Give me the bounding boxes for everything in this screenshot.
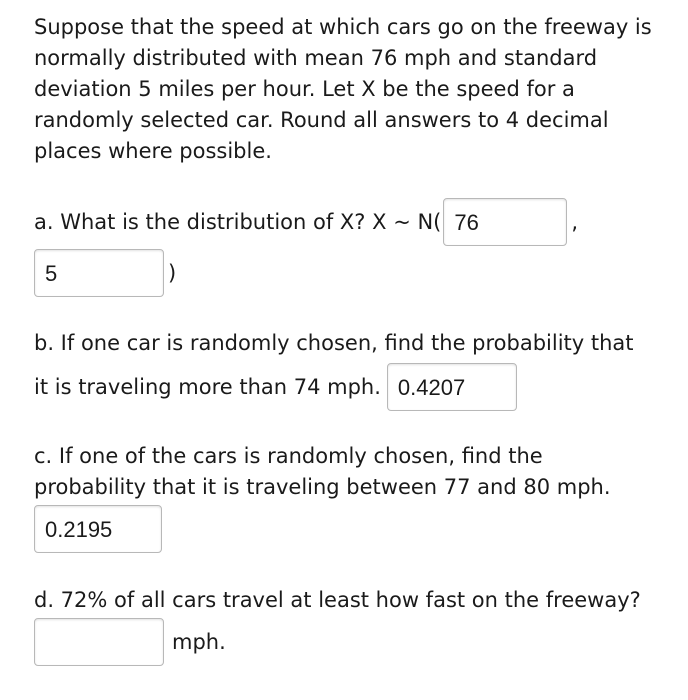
part-b-row [34, 362, 654, 412]
part-a-row-2 [34, 248, 654, 298]
part-d-unit: mph. [172, 629, 226, 654]
part-a-row [34, 204, 654, 240]
part-b-question-line1: b. If one car is randomly chosen, find the probability that [34, 331, 634, 355]
mean-answer-field[interactable]: 76 [443, 198, 567, 246]
part-c-question: c. If one of the cars is randomly chosen, find the probability that it is traveling between 77 and 80 mph. [34, 444, 611, 499]
sd-answer-field[interactable]: 5 [34, 249, 164, 297]
part-b-answer-field[interactable]: 0.4207 [387, 363, 517, 411]
part-d-question: d. 72% of all cars travel at least how fast on the freeway? [34, 588, 641, 612]
problem-intro: Suppose that the speed at which cars go on the freeway is normally distributed with mean 76 mph and standard deviation 5 miles per hour. Let X be the speed for a randomly selected car. Round all answers to 4 decimal places where possible. [34, 15, 652, 163]
part-c-answer-field[interactable]: 0.2195 [34, 505, 162, 553]
part-b-question-line2: it is traveling more than 74 mph. [34, 374, 381, 399]
part-c-row [34, 504, 654, 554]
part-a-close-paren: ) [168, 260, 177, 285]
part-a-question: a. What is the distribution of X? X ~ N( [34, 209, 442, 234]
part-d-row [34, 617, 654, 667]
part-d-answer-field[interactable] [34, 618, 164, 666]
part-a-comma: , [571, 209, 579, 234]
